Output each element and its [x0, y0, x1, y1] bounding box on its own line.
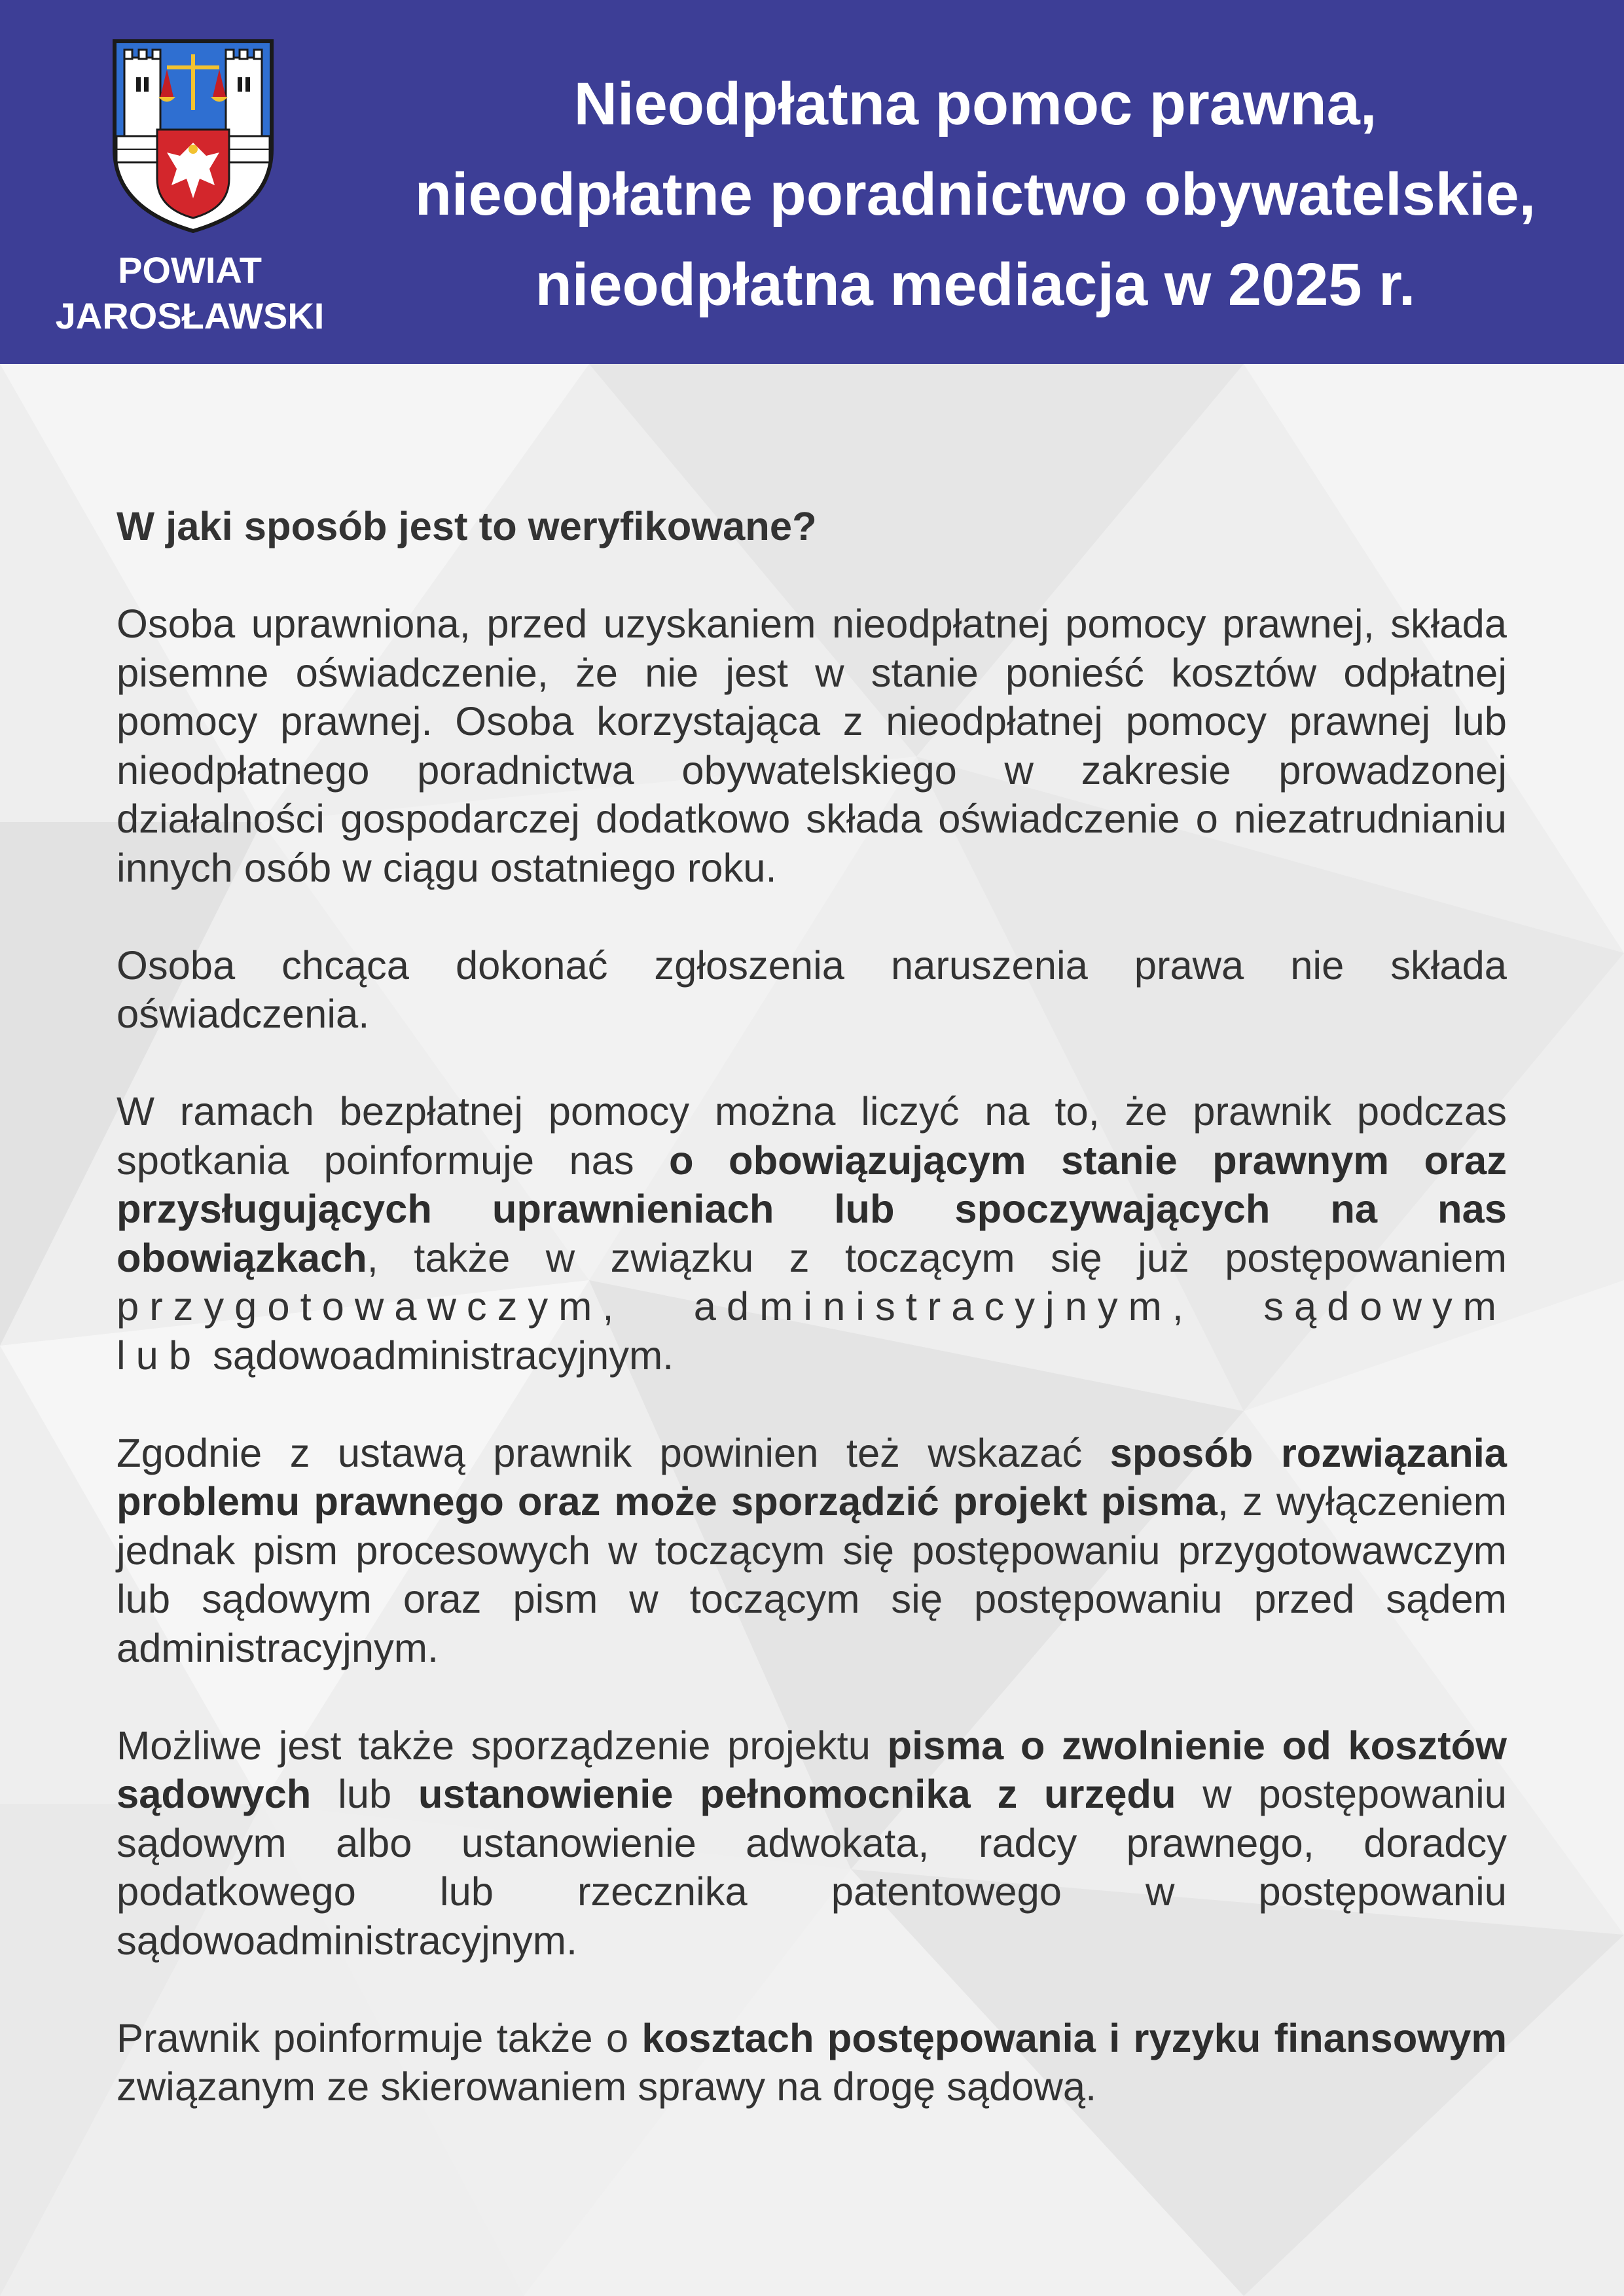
paragraph-4: [117, 1429, 1507, 1674]
p5-text-a: Możliwe jest także sporządzenie projektu: [117, 1723, 888, 1768]
p3-text-e: sądowoadministracyjnym.: [213, 1333, 674, 1378]
p5-text-c: lub: [311, 1772, 418, 1817]
p6-text-a: Prawnik poinformuje także o: [117, 2015, 642, 2061]
p5-bold-1: pisma o zwolnienie od kosztów sądowych: [117, 1723, 1507, 1817]
p4-bold: sposób rozwiązania problemu prawnego oraz może sporządzić projekt pisma: [117, 1430, 1507, 1524]
title-line-1: Nieodpłatna pomoc prawna,: [573, 71, 1377, 137]
paragraph-1: Osoba uprawniona, przed uzyskaniem nieodpłatnej pomocy prawnej, składa pisemne oświadczenie, że nie jest w stanie ponieść kosztów odpłatnej pomocy prawnej. Osoba korzystająca z nieodpłatnej pomocy prawnej lub nieodpłatnego poradnictwa obywatelskiego w zakresie prowadzonej działalności gospodarczej dodatkowo składa oświadczenie o niezatrudnianiu innych osób w ciągu ostatniego roku.: [117, 601, 1507, 891]
p5-text-e: w postępowaniu sądowym albo ustanowienie adwokata, radcy prawnego, doradcy podatkowego lub rzecznika patentowego w postępowaniu sądowoadministracyjnym.: [117, 1772, 1507, 1964]
p6-bold: kosztach postępowania i ryzyku finansowym: [641, 2015, 1507, 2061]
coat-of-arms-logo: [111, 38, 275, 234]
p3-text-c: , także w związku z toczącym się już postępowaniem: [367, 1235, 1507, 1281]
p4-text-a: Zgodnie z ustawą prawnik powinien też wskazać: [117, 1430, 1110, 1476]
header-banner: [0, 0, 1624, 364]
logo-caption: [26, 247, 353, 339]
paragraph-2: Osoba chcąca dokonać zgłoszenia naruszenia prawa nie składa oświadczenia.: [117, 942, 1507, 1037]
p3-text-d: przygotowawczym, administracyjnym, sądowym lub: [117, 1284, 1507, 1378]
p6-text-c: związanym ze skierowaniem sprawy na drogę sądową.: [117, 2064, 1097, 2109]
main-content: [117, 503, 1507, 2161]
section-question: W jaki sposób jest to weryfikowane?: [117, 504, 817, 549]
p3-bold: o obowiązującym stanie prawnym oraz przysługujących uprawnieniach lub spoczywających na nas obowiązkach: [117, 1138, 1507, 1281]
paragraph-3: [117, 1088, 1507, 1380]
p5-bold-2: ustanowienie pełnomocnika z urzędu: [418, 1772, 1176, 1817]
paragraph-5: [117, 1722, 1507, 1966]
title-line-2: nieodpłatne poradnictwo obywatelskie,: [414, 161, 1536, 228]
p4-text-c: , z wyłączeniem jednak pism procesowych w toczącym się postępowaniu przygotowawczym lub sądowym oraz pism w toczącym się postępowaniu przed sądem administracyjnym.: [117, 1479, 1507, 1671]
paragraph-6: [117, 2015, 1507, 2112]
logo-line-2: JAROSŁAWSKI: [55, 295, 325, 336]
p3-text-a: W ramach bezpłatnej pomocy można liczyć na to, że prawnik podczas spotkania poinformuje nas: [117, 1089, 1507, 1183]
title-line-3: nieodpłatna mediacja w 2025 r.: [535, 251, 1416, 318]
page-title: [353, 59, 1597, 330]
logo-line-1: POWIAT: [118, 249, 262, 291]
